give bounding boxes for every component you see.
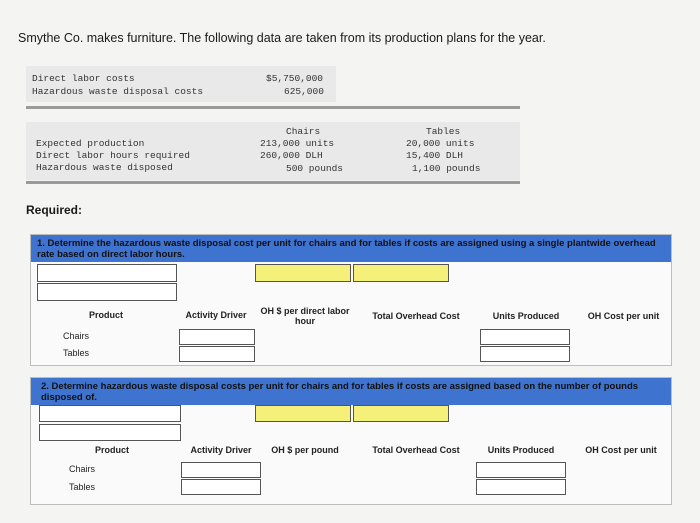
part1-denominator-input[interactable] (353, 264, 449, 282)
part1-section (30, 234, 672, 366)
part2-row-chairs: Chairs (69, 464, 96, 474)
part1-header-product: Product (88, 310, 123, 320)
part1-header-oh-unit: OH Cost per unit (587, 311, 660, 321)
part2-numerator-input[interactable] (255, 405, 351, 422)
part2-top-input[interactable] (39, 405, 181, 422)
part1-chairs-driver-input[interactable] (179, 329, 255, 345)
part1-second-input[interactable] (37, 283, 177, 301)
part2-tables-driver-input[interactable] (181, 479, 261, 495)
plans-label-waste: Hazardous waste disposed (36, 162, 173, 173)
part2-header-oh-unit: OH Cost per unit (585, 445, 657, 455)
plans-label-production: Expected production (36, 138, 145, 149)
part2-header-oh-rate: OH $ per pound (271, 445, 339, 455)
part1-header-units: Units Produced (492, 311, 560, 321)
part1-header-total: Total Overhead Cost (372, 311, 460, 321)
plans-chairs-waste: 500 pounds (286, 163, 344, 174)
part2-header-driver: Activity Driver (190, 445, 252, 455)
part1-tables-driver-input[interactable] (179, 346, 255, 362)
plans-chairs-production: 213,000 units (260, 138, 335, 149)
part2-second-input[interactable] (39, 424, 181, 441)
part2-tables-units-input[interactable] (476, 479, 566, 495)
part2-denominator-input[interactable] (353, 405, 449, 422)
plans-chairs-dlh: 260,000 DLH (260, 150, 323, 161)
part1-header-oh-rate: OH $ per direct labor hour (260, 306, 350, 326)
intro-text: Smythe Co. makes furniture. The following data are taken from its production plans for the year. (18, 31, 546, 45)
required-heading: Required: (26, 203, 83, 217)
part2-header-total: Total Overhead Cost (372, 445, 460, 455)
part1-top-input[interactable] (37, 264, 177, 282)
plans-col-chairs: Chairs (286, 126, 321, 137)
plans-label-dlh: Direct labor hours required (36, 150, 190, 161)
part2-section (30, 377, 672, 505)
part2-header-product: Product (94, 445, 129, 455)
plans-tables-waste: 1,100 pounds (412, 163, 481, 174)
part1-numerator-input[interactable] (255, 264, 351, 282)
cost-value-hazardous: 625,000 (284, 86, 324, 97)
part1-row-chairs: Chairs (63, 331, 90, 341)
part2-header-units: Units Produced (487, 445, 555, 455)
plans-tables-production: 20,000 units (406, 138, 475, 149)
part1-header-driver: Activity Driver (185, 310, 247, 320)
cost-value-direct-labor: $5,750,000 (266, 73, 324, 84)
plans-col-tables: Tables (426, 126, 461, 137)
part1-heading: 1. Determine the hazardous waste disposal cost per unit for chairs and for tables if costs are assigned using a single plantwide overhead rate based on direct labor hours. (31, 235, 671, 262)
part2-chairs-driver-input[interactable] (181, 462, 261, 478)
part1-chairs-units-input[interactable] (480, 329, 570, 345)
divider-rule (26, 181, 520, 184)
part1-row-tables: Tables (63, 348, 90, 358)
divider-rule (26, 106, 520, 109)
cost-label-hazardous: Hazardous waste disposal costs (32, 86, 204, 97)
part1-tables-units-input[interactable] (480, 346, 570, 362)
part2-row-tables: Tables (69, 482, 96, 492)
cost-label-direct-labor: Direct labor costs (32, 73, 135, 84)
plans-tables-dlh: 15,400 DLH (406, 150, 464, 161)
part2-chairs-units-input[interactable] (476, 462, 566, 478)
part2-heading: 2. Determine hazardous waste disposal costs per unit for chairs and for tables if costs are assigned based on the number of pounds disposed of. (31, 378, 671, 405)
